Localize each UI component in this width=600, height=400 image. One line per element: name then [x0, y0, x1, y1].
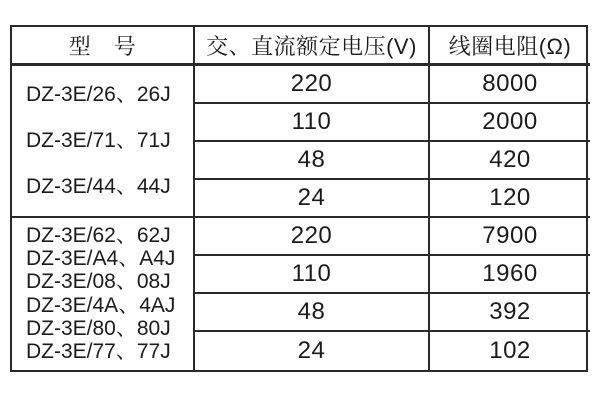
header-model: 型 号 — [12, 27, 195, 66]
resistance-value: 7900 — [430, 218, 590, 256]
model-name: DZ-3E/4A、4AJ — [26, 293, 176, 317]
resistance-value: 120 — [430, 180, 590, 218]
model-name: DZ-3E/62、62J — [26, 223, 171, 247]
model-name: DZ-3E/26、26J — [26, 82, 171, 106]
voltage-value: 220 — [195, 218, 430, 256]
voltage-value: 110 — [195, 256, 430, 294]
voltage-value: 24 — [195, 180, 430, 218]
voltage-value: 24 — [195, 332, 430, 370]
model-name: DZ-3E/44、44J — [26, 174, 171, 198]
resistance-value: 1960 — [430, 256, 590, 294]
resistance-value: 392 — [430, 294, 590, 332]
model-group-1 — [12, 66, 195, 218]
resistance-value: 2000 — [430, 104, 590, 142]
voltage-value: 48 — [195, 142, 430, 180]
model-name: DZ-3E/71、71J — [26, 128, 171, 152]
header-rated-voltage: 交、直流额定电压(V) — [195, 27, 430, 66]
relay-spec-table — [10, 25, 588, 372]
header-coil-resistance: 线圈电阻(Ω) — [430, 27, 590, 66]
voltage-value: 48 — [195, 294, 430, 332]
model-name: DZ-3E/80、80J — [26, 316, 171, 340]
voltage-value: 110 — [195, 104, 430, 142]
resistance-value: 8000 — [430, 66, 590, 104]
model-name: DZ-3E/08、08J — [26, 270, 171, 294]
resistance-value: 420 — [430, 142, 590, 180]
model-name: DZ-3E/A4、A4J — [26, 246, 176, 270]
voltage-value: 220 — [195, 66, 430, 104]
model-group-2 — [12, 218, 195, 370]
resistance-value: 102 — [489, 337, 531, 364]
model-name: DZ-3E/77、77J — [26, 340, 171, 364]
